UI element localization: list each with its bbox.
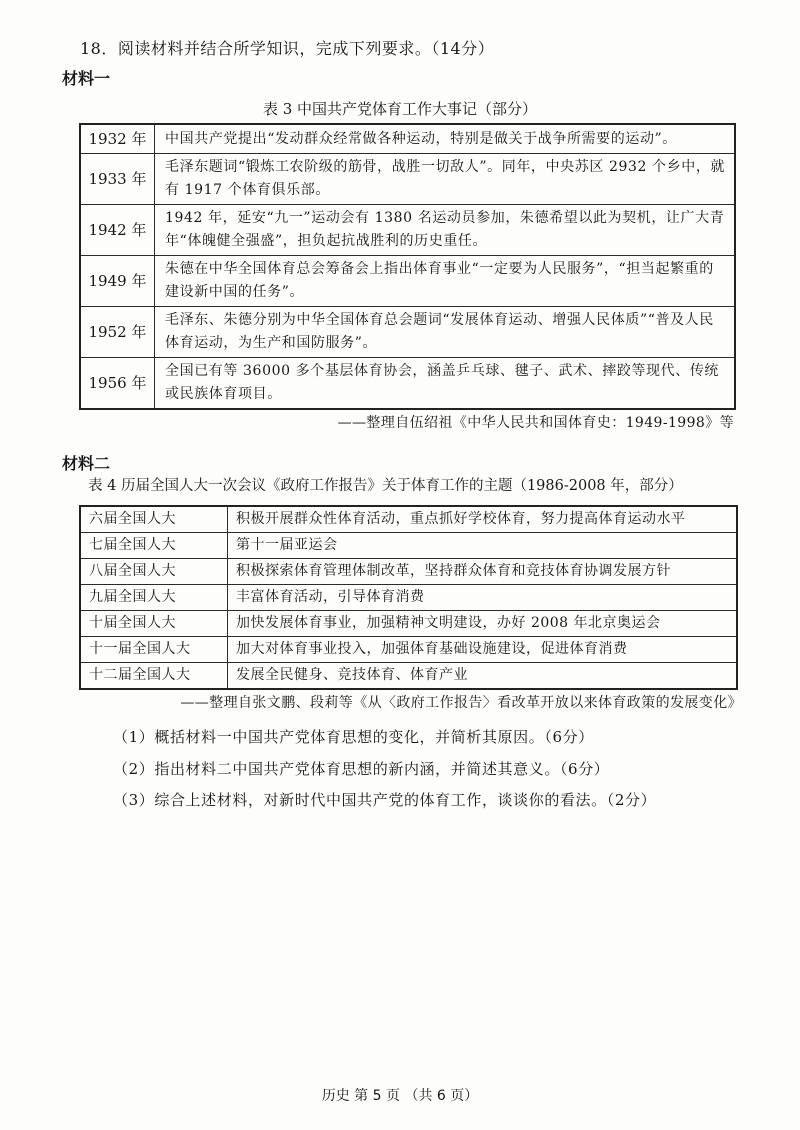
session-cell: 七届全国人大: [80, 533, 228, 559]
year-cell: 1942 年: [80, 205, 155, 256]
table-row: [80, 637, 737, 663]
theme-cell: 积极开展群众性体育活动，重点抓好学校体育，努力提高体育运动水平: [228, 506, 738, 533]
theme-cell: 加大对体育事业投入，加强体育基础设施建设，促进体育消费: [228, 637, 738, 663]
theme-cell: 发展全民健身、竞技体育、体育产业: [228, 663, 738, 690]
table-row: [80, 358, 735, 410]
session-cell: 六届全国人大: [80, 506, 228, 533]
material-2-source: ——整理自张文鹏、段莉等《从〈政府工作报告〉看改革开放以来体育政策的发展变化》: [180, 695, 742, 711]
event-cell: 朱德在中华全国体育总会筹备会上指出体育事业“一定要为人民服务”，“担当起繁重的建设新中国的任务”。: [155, 256, 736, 307]
table-row: [80, 124, 735, 154]
year-cell: 1933 年: [80, 154, 155, 205]
event-cell: 1942 年，延安“九一”运动会有 1380 名运动员参加，朱德希望以此为契机，让广大青年“体魄健全强盛”，担负起抗战胜利的历史重任。: [155, 205, 736, 256]
sub-question-2: （2）指出材料二中国共产党体育思想的新内涵，并简述其意义。（6分）: [113, 760, 610, 778]
table-row: [80, 506, 737, 533]
table-3-caption: 表 3 中国共产党体育工作大事记（部分）: [262, 100, 538, 118]
table-4: [79, 505, 738, 690]
table-4-caption: 表 4 历届全国人大一次会议《政府工作报告》关于体育工作的主题（1986-2008 年，部分）: [88, 478, 683, 494]
session-cell: 九届全国人大: [80, 585, 228, 611]
table-row: [80, 663, 737, 690]
table-row: [80, 611, 737, 637]
material-1-heading: 材料一: [62, 69, 111, 88]
table-row: [80, 154, 735, 205]
session-cell: 十届全国人大: [80, 611, 228, 637]
year-cell: 1952 年: [80, 307, 155, 358]
material-1-source: ——整理自伍绍祖《中华人民共和国体育史：1949-1998》等: [337, 415, 734, 431]
table-3: [79, 123, 736, 410]
table-row: [80, 585, 737, 611]
event-cell: 中国共产党提出“发动群众经常做各种运动，特别是做关于战争所需要的运动”。: [155, 124, 736, 154]
table-row: [80, 256, 735, 307]
table-row: [80, 307, 735, 358]
session-cell: 八届全国人大: [80, 559, 228, 585]
event-cell: 毛泽东、朱德分别为中华全国体育总会题词“发展体育运动、增强人民体质”“普及人民体育运动，为生产和国防服务”。: [155, 307, 736, 358]
theme-cell: 积极探索体育管理体制改革，坚持群众体育和竞技体育协调发展方针: [228, 559, 738, 585]
event-cell: 毛泽东题词“锻炼工农阶级的筋骨，战胜一切敌人”。同年，中央苏区 2932 个乡中，就有 1917 个体育俱乐部。: [155, 154, 736, 205]
theme-cell: 丰富体育活动，引导体育消费: [228, 585, 738, 611]
table-row: [80, 533, 737, 559]
page-footer: 历史 第 5 页 （共 6 页）: [321, 1088, 479, 1104]
question-title: 18．阅读材料并结合所学知识，完成下列要求。（14分）: [80, 39, 495, 58]
year-cell: 1932 年: [80, 124, 155, 154]
theme-cell: 加快发展体育事业，加强精神文明建设，办好 2008 年北京奥运会: [228, 611, 738, 637]
sub-question-3: （3）综合上述材料，对新时代中国共产党的体育工作，谈谈你的看法。（2分）: [113, 791, 657, 809]
year-cell: 1949 年: [80, 256, 155, 307]
sub-question-1: （1）概括材料一中国共产党体育思想的变化，并简析其原因。（6分）: [113, 728, 594, 746]
table-row: [80, 205, 735, 256]
material-2-heading: 材料二: [62, 454, 111, 473]
table-row: [80, 559, 737, 585]
theme-cell: 第十一届亚运会: [228, 533, 738, 559]
session-cell: 十一届全国人大: [80, 637, 228, 663]
session-cell: 十二届全国人大: [80, 663, 228, 690]
event-cell: 全国已有等 36000 多个基层体育协会，涵盖乒乓球、毽子、武术、摔跤等现代、传统或民族体育项目。: [155, 358, 736, 410]
year-cell: 1956 年: [80, 358, 155, 410]
